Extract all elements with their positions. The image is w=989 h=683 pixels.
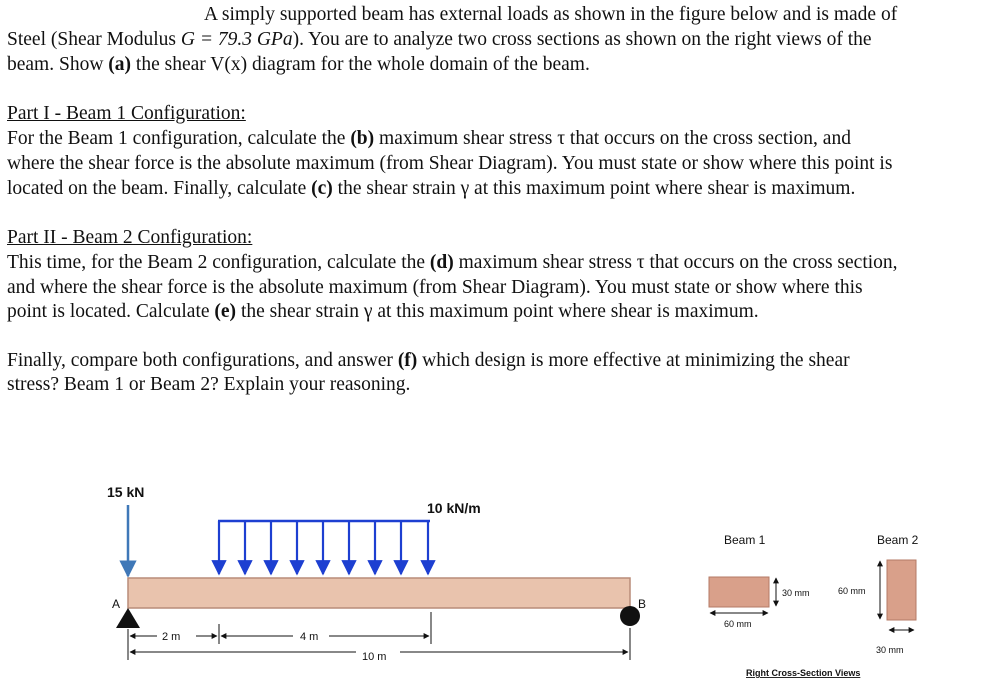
final-line-2: stress? Beam 1 or Beam 2? Explain your reasoning. bbox=[7, 374, 411, 395]
part1-line-1-pre: For the Beam 1 configuration, calculate the bbox=[7, 128, 351, 149]
part2-line-1-pre: This time, for the Beam 2 configuration, calculate the bbox=[7, 252, 430, 273]
final-line-1-post: which design is more effective at minimizing the shear bbox=[417, 350, 850, 371]
beam2-width-label: 30 mm bbox=[876, 645, 904, 655]
intro-line-2-post: ). You are to analyze two cross sections as shown on the right views of the bbox=[292, 29, 872, 50]
beam2-title: Beam 2 bbox=[877, 533, 919, 547]
beam1-title: Beam 1 bbox=[724, 533, 766, 547]
part1-line-3-post: the shear strain γ at this maximum point where shear is maximum. bbox=[332, 178, 856, 199]
dist-load-label: 10 kN/m bbox=[427, 500, 481, 516]
support-b-label: B bbox=[638, 597, 647, 611]
intro-line-1: A simply supported beam has external loads as shown in the figure below and is made of bbox=[204, 4, 898, 25]
part1-line-2: where the shear force is the absolute maximum (from Shear Diagram). You must state or show where this point is bbox=[7, 153, 893, 174]
dim-10m-label: 10 m bbox=[362, 651, 387, 663]
views-caption: Right Cross-Section Views bbox=[746, 668, 861, 678]
item-b-label: (b) bbox=[350, 128, 375, 149]
part2-line-2: and where the shear force is the absolute maximum (from Shear Diagram). You must state or show where this bbox=[7, 277, 863, 298]
item-e-label: (e) bbox=[214, 301, 237, 322]
part1-line-3-pre: located on the beam. Finally, calculate bbox=[7, 178, 312, 199]
part1-heading: Part I - Beam 1 Configuration: bbox=[7, 103, 246, 124]
item-a-label: (a) bbox=[108, 54, 132, 75]
beam1-width-label: 60 mm bbox=[724, 619, 752, 629]
dim-4m-label: 4 m bbox=[300, 631, 319, 643]
pin-support-a bbox=[116, 608, 140, 628]
beam bbox=[128, 578, 630, 608]
beam1-section bbox=[709, 577, 769, 607]
beam2-section bbox=[887, 560, 916, 620]
roller-support-b bbox=[620, 606, 640, 626]
point-load-label: 15 kN bbox=[107, 484, 145, 500]
intro-line-3-post: the shear V(x) diagram for the whole domain of the beam. bbox=[131, 54, 590, 75]
intro-line-3-pre: beam. Show bbox=[7, 54, 109, 75]
final-line-1-pre: Finally, compare both configurations, and answer bbox=[7, 350, 398, 371]
beam1-height-label: 30 mm bbox=[782, 588, 810, 598]
dim-2m-label: 2 m bbox=[162, 631, 181, 643]
part2-heading: Part II - Beam 2 Configuration: bbox=[7, 227, 253, 248]
item-c-label: (c) bbox=[311, 178, 333, 199]
intro-line-2-pre: Steel (Shear Modulus bbox=[7, 29, 181, 50]
part1-line-1-post: maximum shear stress τ that occurs on the cross section, and bbox=[374, 128, 851, 149]
support-a-label: A bbox=[112, 597, 121, 611]
item-d-label: (d) bbox=[429, 252, 454, 273]
shear-modulus-value: G = 79.3 GPa bbox=[180, 29, 293, 50]
beam2-height-label: 60 mm bbox=[838, 586, 866, 596]
part2-line-1-post: maximum shear stress τ that occurs on the cross section, bbox=[453, 252, 898, 273]
item-f-label: (f) bbox=[397, 350, 418, 371]
part2-line-3-pre: point is located. Calculate bbox=[7, 301, 215, 322]
part2-line-3-post: the shear strain γ at this maximum point where shear is maximum. bbox=[236, 301, 759, 322]
distributed-load bbox=[218, 521, 430, 574]
